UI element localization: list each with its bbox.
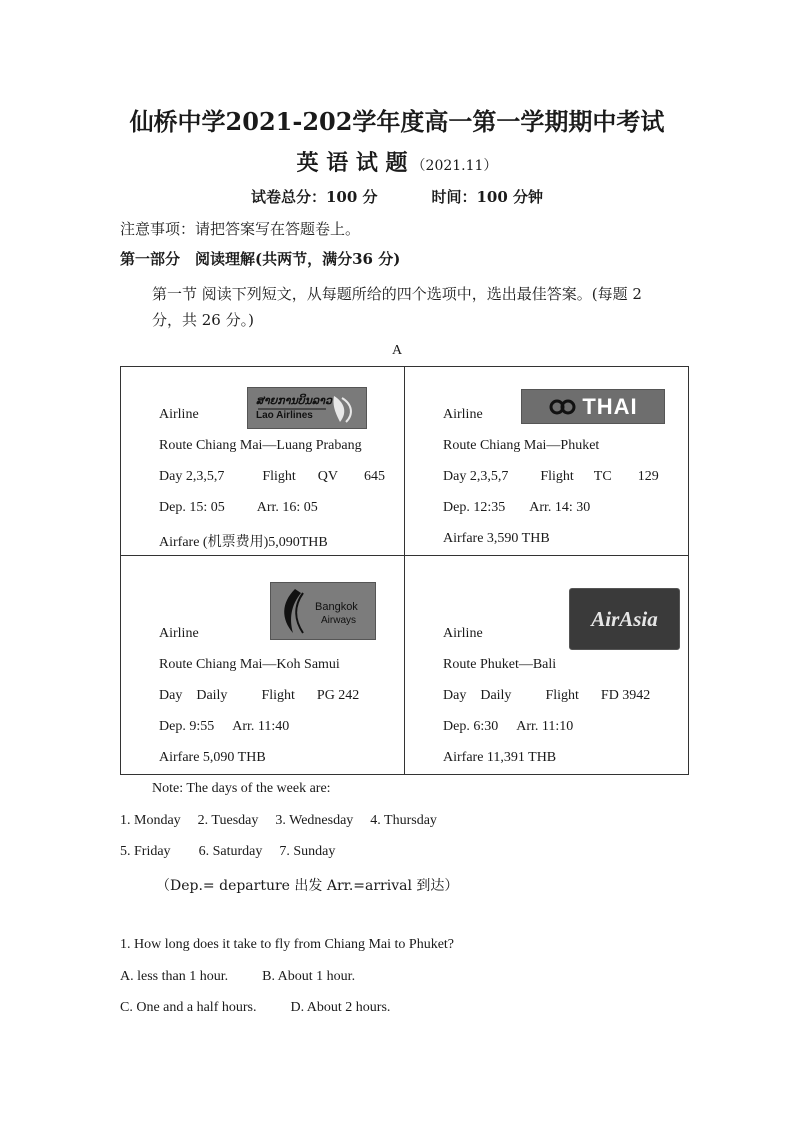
notice: 注意事项：请把答案写在答题卷上。 — [120, 220, 361, 238]
part-heading: 第一部分 阅读理解(共两节，满分36 分) — [120, 250, 401, 268]
airfare: Airfare (机票费用)5,090THB — [159, 535, 328, 550]
options-row-1 — [120, 969, 355, 985]
flight-number: 129 — [637, 469, 659, 484]
day-value: Daily — [480, 688, 512, 703]
time-row — [159, 719, 289, 735]
arrival: Arr. 11:10 — [516, 719, 574, 734]
lao-logo-text: Lao Airlines — [256, 410, 313, 421]
lao-logo-script: ສາຍການບິນລາວ — [256, 395, 332, 407]
departure: Dep. 9:55 — [159, 719, 215, 734]
subject-title — [0, 146, 794, 177]
section-instruction-2: 分，共 26 分。) — [152, 311, 254, 329]
day-flight-row — [159, 688, 359, 704]
exam-title: 仙桥中学2021-202学年度高一第一学期期中考试 — [129, 107, 665, 136]
airfare: Airfare 3,590 THB — [443, 531, 550, 546]
options-row-2 — [120, 1000, 390, 1016]
option-a: A. less than 1 hour. — [120, 969, 229, 984]
flight-cell-thai — [405, 367, 689, 556]
option-b: B. About 1 hour. — [262, 969, 356, 984]
option-d: D. About 2 hours. — [290, 1000, 391, 1015]
day-item: 1. Monday — [120, 813, 181, 828]
day-item: 6. Saturday — [198, 844, 263, 859]
exam-date: （2021.11） — [411, 158, 498, 174]
flight-label: Flight — [545, 688, 579, 703]
airline-label: Airline — [443, 407, 483, 422]
airasia-logo — [569, 588, 680, 650]
route: Route Chiang Mai—Koh Samui — [159, 657, 340, 672]
day-flight-row — [443, 688, 650, 704]
route: Route Chiang Mai—Phuket — [443, 438, 600, 453]
route: Route Phuket—Bali — [443, 657, 557, 672]
flight-table — [120, 366, 689, 775]
section-instruction-1: 第一节 阅读下列短文，从每题所给的四个选项中，选出最佳答案。(每题 2 — [152, 285, 642, 303]
time-row — [159, 500, 318, 516]
airline-label: Airline — [159, 626, 199, 641]
arrival: Arr. 11:40 — [232, 719, 290, 734]
bangkok-airways-logo — [270, 582, 376, 640]
day-item: 7. Sunday — [279, 844, 336, 859]
flight-label: Flight — [540, 469, 574, 484]
subject-name: 英 语 试 题 — [296, 150, 408, 176]
airline-label: Airline — [443, 626, 483, 641]
route: Route Chiang Mai—Luang Prabang — [159, 438, 362, 453]
week-note: Note: The days of the week are: — [152, 781, 331, 796]
exam-time: 时间：100 分钟 — [431, 188, 544, 206]
flight-cell-lao — [121, 367, 405, 556]
arrival: Arr. 16: 05 — [256, 500, 318, 515]
airfare: Airfare 5,090 THB — [159, 750, 266, 765]
days: Day — [159, 688, 183, 703]
days: Day 2,3,5,7 — [443, 469, 509, 484]
flight-code: QV — [317, 469, 339, 484]
lao-airlines-logo — [247, 387, 367, 429]
flight-code: TC — [593, 469, 612, 484]
airfare: Airfare 11,391 THB — [443, 750, 557, 765]
departure: Dep. 15: 05 — [159, 500, 225, 515]
total-score: 试卷总分：100 分 — [250, 188, 378, 206]
flight-cell-airasia — [405, 556, 689, 775]
bangkok-logo-text-2: Airways — [321, 615, 357, 626]
thai-logo-text: THAI — [582, 393, 638, 419]
days: Day — [443, 688, 467, 703]
day-flight-row — [443, 469, 659, 485]
passage-label: A — [391, 343, 403, 358]
day-item: 2. Tuesday — [197, 813, 259, 828]
option-c: C. One and a half hours. — [120, 1000, 257, 1015]
flight-code: PG 242 — [316, 688, 360, 703]
bangkok-logo-text-1: Bangkok — [315, 601, 358, 613]
departure: Dep. 6:30 — [443, 719, 499, 734]
abbreviations: （Dep.= departure 出发 Arr.=arrival 到达） — [156, 878, 459, 894]
day-value: Daily — [196, 688, 228, 703]
airasia-logo-text: AirAsia — [591, 606, 658, 631]
airline-label: Airline — [159, 407, 199, 422]
time-row — [443, 500, 590, 516]
flight-number: 645 — [364, 469, 386, 484]
days-line-2 — [120, 844, 335, 860]
thai-orchid-icon — [548, 396, 578, 418]
exam-meta — [0, 186, 794, 207]
flight-label: Flight — [261, 688, 295, 703]
flight-code: FD 3942 — [600, 688, 651, 703]
day-flight-row — [159, 469, 385, 485]
day-item: 5. Friday — [120, 844, 171, 859]
day-item: 3. Wednesday — [275, 813, 354, 828]
day-item: 4. Thursday — [370, 813, 437, 828]
thai-airways-logo — [521, 389, 665, 424]
days-line-1 — [120, 813, 437, 829]
flight-label: Flight — [262, 469, 296, 484]
question-1: 1. How long does it take to fly from Chiang Mai to Phuket? — [120, 937, 455, 952]
departure: Dep. 12:35 — [443, 500, 506, 515]
flight-cell-bangkok — [121, 556, 405, 775]
time-row — [443, 719, 573, 735]
arrival: Arr. 14: 30 — [529, 500, 591, 515]
days: Day 2,3,5,7 — [159, 469, 225, 484]
